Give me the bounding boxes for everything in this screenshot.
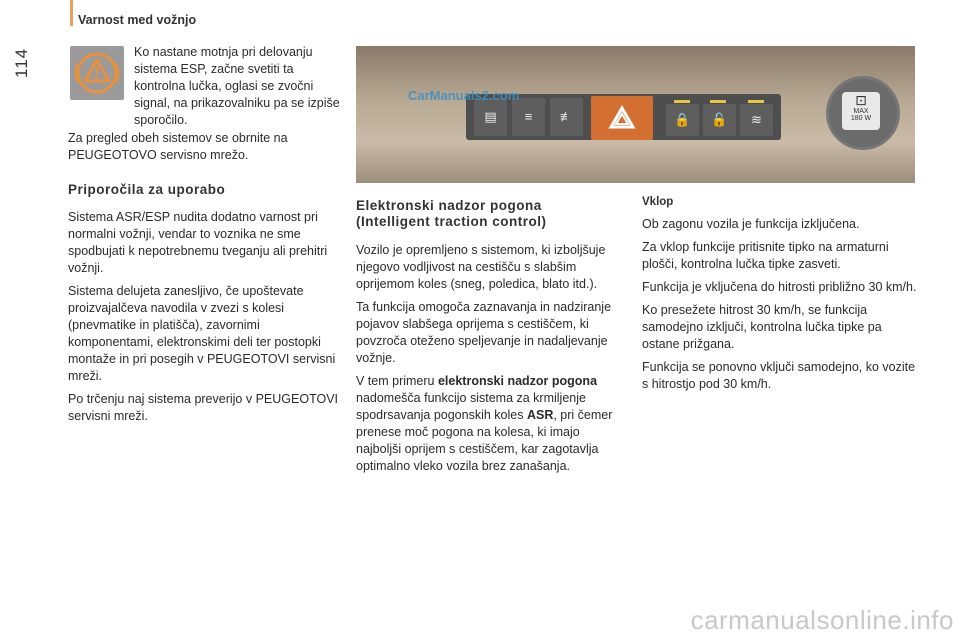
- socket-label: [842, 92, 880, 130]
- vklop-p1: Ob zagonu vozila je funkcija izključena.: [642, 217, 860, 231]
- photo-watermark: CarManuals2.com: [408, 88, 520, 103]
- recommendations-title: Priporočila za uporabo: [68, 182, 226, 197]
- socket-label-max: MAX: [853, 108, 869, 115]
- itc-title: Elektronski nadzor pogona (Intelligent traction control): [356, 198, 547, 229]
- intro-warning: [134, 44, 344, 135]
- itc-p3: V tem primeru elektronski nadzor pogona nadomešča funkcijo sistema za krmiljenje spodrsavanja pogonskih koles ASR, pri čemer prenese moč pogona na kolesa, ki imajo najboljši oprijem s cestiščem, kar zagotavlja optimalno vleko vozila brez zanašanja.: [356, 374, 613, 473]
- front-fog-icon: ≡: [512, 98, 545, 136]
- indicator-led: [748, 100, 764, 103]
- socket-icon: ⊡: [855, 92, 867, 108]
- vklop-section: [642, 196, 918, 399]
- vklop-title: Vklop: [642, 196, 674, 208]
- traction-control-icon: ≋: [740, 104, 773, 136]
- socket-label-watts: 180 W: [850, 115, 872, 122]
- hazard-button: [591, 96, 653, 140]
- page-number: 114: [12, 47, 31, 78]
- recommendations-p3: Po trčenju naj sistema preverijo v PEUGEOTOVI servisni mreži.: [68, 392, 339, 423]
- header-accent-bar: [70, 0, 73, 26]
- recommendations-p1: Sistema ASR/ESP nudita dodatno varnost pri normalni vožnji, vendar to voznika ne sme spodbujati k nepotrebnemu tveganju ali prehitri vožnji.: [68, 210, 328, 275]
- indicator-led: [710, 100, 726, 103]
- dashboard-photo: [356, 46, 915, 183]
- section-title: Varnost med vožnjo: [78, 13, 197, 27]
- recommendations-p2: Sistema delujeta zanesljivo, če upoštevate proizvajalčeva navodila v zvezi s kolesi (pnevmatike in platišča), zavornimi komponentami, elektronskimi deli ter postopki montaže in pri posegih v PEUGEOTOVI servisni mreži.: [68, 284, 336, 383]
- itc-p2: Ta funkcija omogoča zaznavanja in nadziranje pojavov slabšega oprijema s cestiščem, ki povzroča oteženo speljevanje in nadaljevanje vožnje.: [356, 300, 612, 365]
- rear-fog-icon: ≢: [550, 98, 583, 136]
- vklop-p5: Funkcija se ponovno vključi samodejno, ko vozite s hitrostjo pod 30 km/h.: [642, 360, 916, 391]
- recommendations-section: [68, 182, 343, 431]
- itc-section: [356, 198, 620, 481]
- vklop-p3: Funkcija je vključena do hitrosti približno 30 km/h.: [642, 280, 917, 294]
- intro-service: [68, 130, 343, 170]
- intro-warning-text: Ko nastane motnja pri delovanju sistema ESP, začne svetiti ta kontrolna lučka, oglasi se zvočni signal, na prikazovalniku pa se izpiše sporočilo.: [134, 45, 340, 127]
- central-lock-icon: 🔒: [666, 104, 699, 136]
- vklop-p4: Ko presežete hitrost 30 km/h, se funkcija samodejno izključi, kontrolna lučka tipke pa ostane prižgana.: [642, 303, 882, 351]
- itc-p1: Vozilo je opremljeno s sistemom, ki izboljšuje njegovo vodljivost na cestišču s slabšim oprijemom koles (sneg, poledica, blato itd.).: [356, 243, 606, 291]
- intro-service-text: Za pregled obeh sistemov se obrnite na PEUGEOTOVO servisno mrežo.: [68, 131, 288, 162]
- vklop-p2: Za vklop funkcije pritisnite tipko na armaturni plošči, kontrolna lučka tipke zasveti.: [642, 240, 889, 271]
- indicator-led: [674, 100, 690, 103]
- lock-open-icon: 🔓: [703, 104, 736, 136]
- rear-defrost-icon: ▤: [474, 98, 507, 136]
- footer-watermark[interactable]: carmanualsonline.info: [690, 605, 954, 635]
- esp-warning-icon: [70, 46, 124, 100]
